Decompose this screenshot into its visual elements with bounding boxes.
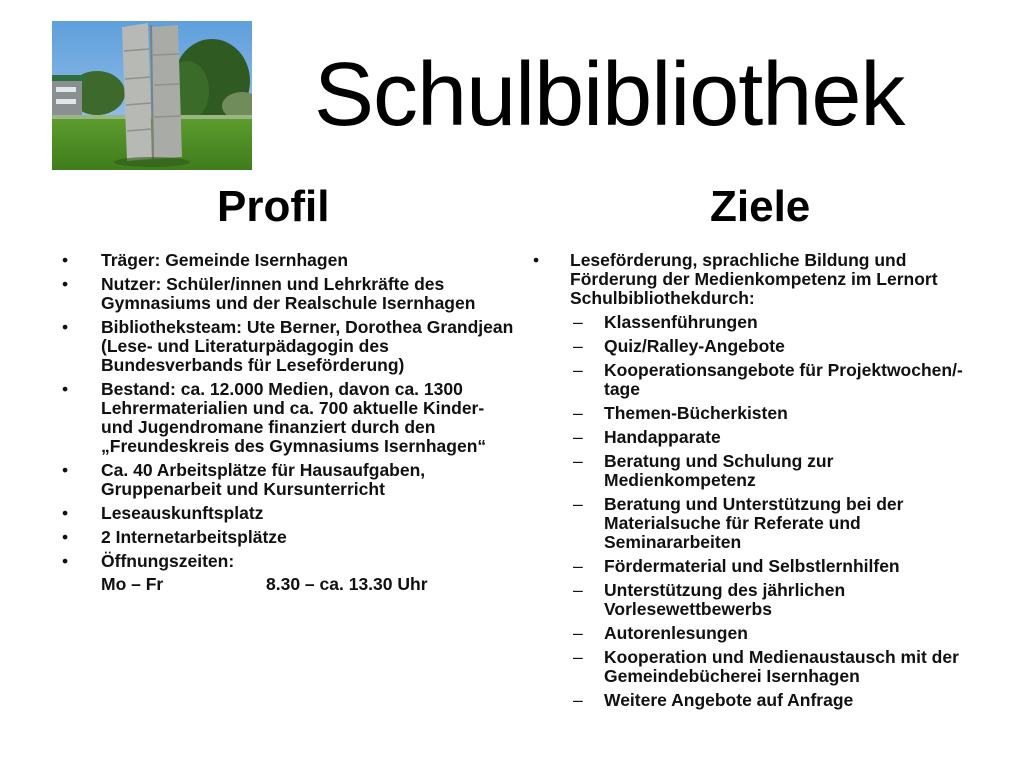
ziele-intro: • Leseförderung, sprachliche Bildung und Förderung der Medienkompetenz im Lernort Schulbibliothekdurch: xyxy=(530,251,970,308)
ziele-list xyxy=(530,251,970,715)
opening-hours xyxy=(60,575,520,594)
list-item: – Weitere Angebote auf Anfrage xyxy=(530,691,970,710)
list-item: – Kooperation und Medienaustausch mit der Gemeindebücherei Isernhagen xyxy=(530,648,970,686)
list-item: • 2 Internetarbeitsplätze xyxy=(60,528,520,547)
profil-heading: Profil xyxy=(217,182,330,231)
list-item: • Öffnungszeiten: xyxy=(60,552,520,571)
list-item: – Themen-Bücherkisten xyxy=(530,404,970,423)
page-title: Schulbibliothek xyxy=(314,45,905,145)
list-item: • Bestand: ca. 12.000 Medien, davon ca. 1300 Lehrermaterialien und ca. 700 aktuelle Kinder- und Jugendromane finanziert durch den „Freundeskreis des Gymnasiums Isernhagen“ xyxy=(60,380,520,456)
list-item: – Handapparate xyxy=(530,428,970,447)
list-item: • Ca. 40 Arbeitsplätze für Hausaufgaben, Gruppenarbeit und Kursunterricht xyxy=(60,461,520,499)
list-item: – Fördermaterial und Selbstlernhilfen xyxy=(530,557,970,576)
list-item: – Beratung und Schulung zur Medienkompetenz xyxy=(530,452,970,490)
list-item: – Quiz/Ralley-Angebote xyxy=(530,337,970,356)
list-item: – Kooperationsangebote für Projektwochen/-tage xyxy=(530,361,970,399)
profil-list xyxy=(60,251,520,599)
list-item: – Beratung und Unterstützung bei der Materialsuche für Referate und Seminararbeiten xyxy=(530,495,970,552)
list-item: • Nutzer: Schüler/innen und Lehrkräfte des Gymnasiums und der Realschule Isernhagen xyxy=(60,275,520,313)
list-item: – Klassenführungen xyxy=(530,313,970,332)
list-item: • Leseauskunftsplatz xyxy=(60,504,520,523)
list-item: – Autorenlesungen xyxy=(530,624,970,643)
list-item: – Unterstützung des jährlichen Vorlesewettbewerbs xyxy=(530,581,970,619)
opening-hours-time: 8.30 – ca. 13.30 Uhr xyxy=(266,574,428,594)
school-sculpture-photo xyxy=(52,21,252,170)
sculpture-photo-image xyxy=(52,21,252,170)
ziele-heading: Ziele xyxy=(710,182,811,231)
list-item: • Bibliotheksteam: Ute Berner, Dorothea Grandjean (Lese- und Literaturpädagogin des Bundesverbands für Leseförderung) xyxy=(60,318,520,375)
opening-hours-days: Mo – Fr xyxy=(101,574,164,594)
list-item: • Träger: Gemeinde Isernhagen xyxy=(60,251,520,270)
